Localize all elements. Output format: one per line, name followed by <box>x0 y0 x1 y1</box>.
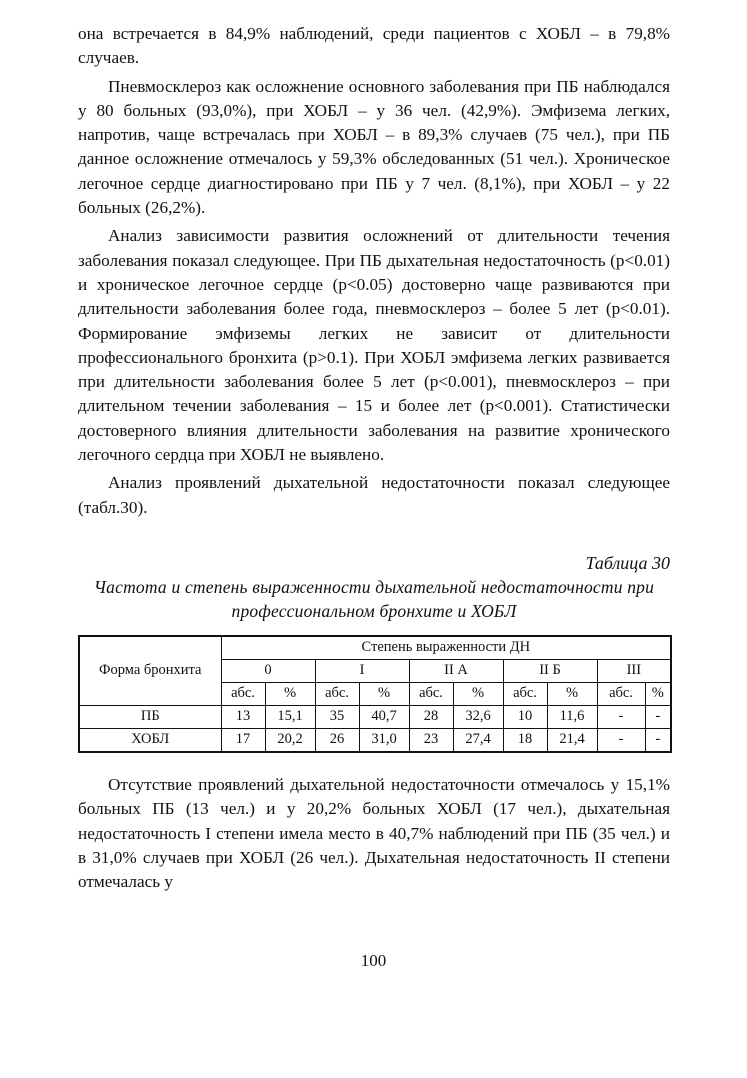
respiratory-failure-table <box>78 635 672 753</box>
table-cell: 35 <box>315 705 359 728</box>
table-caption: Частота и степень выраженности дыхательной недостаточности при профессиональном бронхите и ХОБЛ <box>93 576 655 621</box>
table-cell: 26 <box>315 728 359 752</box>
table-number: Таблица 30 <box>585 552 670 573</box>
sub-header-abs: абс. <box>597 682 645 705</box>
table-cell: 20,2 <box>265 728 315 752</box>
degree-header: 0 <box>221 659 315 682</box>
sub-header-pct: % <box>359 682 409 705</box>
table-cell: 18 <box>503 728 547 752</box>
row-label: ПБ <box>79 705 221 728</box>
group-header: Степень выраженности ДН <box>221 636 671 660</box>
table-row <box>79 728 671 752</box>
paragraph-2: Пневмосклероз как осложнение основного заболевания при ПБ наблюдался у 80 больных (93,0%), при ХОБЛ – у 36 чел. (42,9%). Эмфизема легких, напротив, чаще встречалась при ХОБЛ – в 89,3% случаев (75 чел.), при ПБ данное осложнение отмечалось у 59,3% обследованных (51 чел.). Хроническое легочное сердце диагностировано при ПБ у 7 чел. (8,1%), при ХОБЛ – у 22 больных (26,2%). <box>78 76 670 218</box>
paragraph-3: Анализ зависимости развития осложнений от длительности течения заболевания показал следующее. При ПБ дыхательная недостаточность (р<0.01) и хроническое легочное сердце (р<0.05) достоверно чаще развиваются при длительности заболевания более года, пневмосклероз – более 5 лет (р<0.01). Формирование эмфиземы легких не зависит от длительности профессионального бронхита (р>0.1). При ХОБЛ эмфизема легких развивается при длительности заболевания более 5 лет (р<0.001), пневмосклероз – при длительном течении заболевания – 15 и более лет (р<0.001). Статистически достоверного влияния длительности заболевания на развитие хронического легочного сердца при ХОБЛ не выявлено. <box>78 226 670 465</box>
sub-header-pct: % <box>453 682 503 705</box>
table-cell: 40,7 <box>359 705 409 728</box>
sub-header-pct: % <box>265 682 315 705</box>
table-cell: 23 <box>409 728 453 752</box>
sub-header-pct: % <box>645 682 671 705</box>
table-cell: 11,6 <box>547 705 597 728</box>
degree-header: II Б <box>503 659 597 682</box>
sub-header-abs: абс. <box>221 682 265 705</box>
row-label: ХОБЛ <box>79 728 221 752</box>
sub-header-abs: абс. <box>315 682 359 705</box>
sub-header-abs: абс. <box>409 682 453 705</box>
sub-header-pct: % <box>547 682 597 705</box>
sub-header-abs: абс. <box>503 682 547 705</box>
table-cell: 17 <box>221 728 265 752</box>
degree-header: II А <box>409 659 503 682</box>
table-cell: 10 <box>503 705 547 728</box>
paragraph-4: Анализ проявлений дыхательной недостаточности показал следующее (табл.30). <box>78 473 670 517</box>
table-cell: - <box>597 728 645 752</box>
page-number: 100 <box>360 951 387 970</box>
table-cell: 21,4 <box>547 728 597 752</box>
table-cell: 13 <box>221 705 265 728</box>
table-cell: - <box>645 705 671 728</box>
degree-header: I <box>315 659 409 682</box>
table-cell: 32,6 <box>453 705 503 728</box>
table-cell: 31,0 <box>359 728 409 752</box>
page-body <box>78 22 670 894</box>
table-cell: 15,1 <box>265 705 315 728</box>
paragraph-1: она встречается в 84,9% наблюдений, среди пациентов с ХОБЛ – в 79,8% случаев. <box>78 24 670 68</box>
degree-header: III <box>597 659 671 682</box>
paragraph-after-table: Отсутствие проявлений дыхательной недостаточности отмечалось у 15,1% больных ПБ (13 чел.) и у 20,2% больных ХОБЛ (17 чел.), дыхательная недостаточность I степени имела место в 40,7% наблюдений при ПБ (35 чел.) и в 31,0% случаев при ХОБЛ (26 чел.). Дыхательная недостаточность II степени отмечалась у <box>78 774 670 892</box>
table-cell: - <box>645 728 671 752</box>
table-cell: 28 <box>409 705 453 728</box>
table-row <box>79 705 671 728</box>
row-header: Форма бронхита <box>79 636 221 706</box>
table-cell: 27,4 <box>453 728 503 752</box>
table-cell: - <box>597 705 645 728</box>
